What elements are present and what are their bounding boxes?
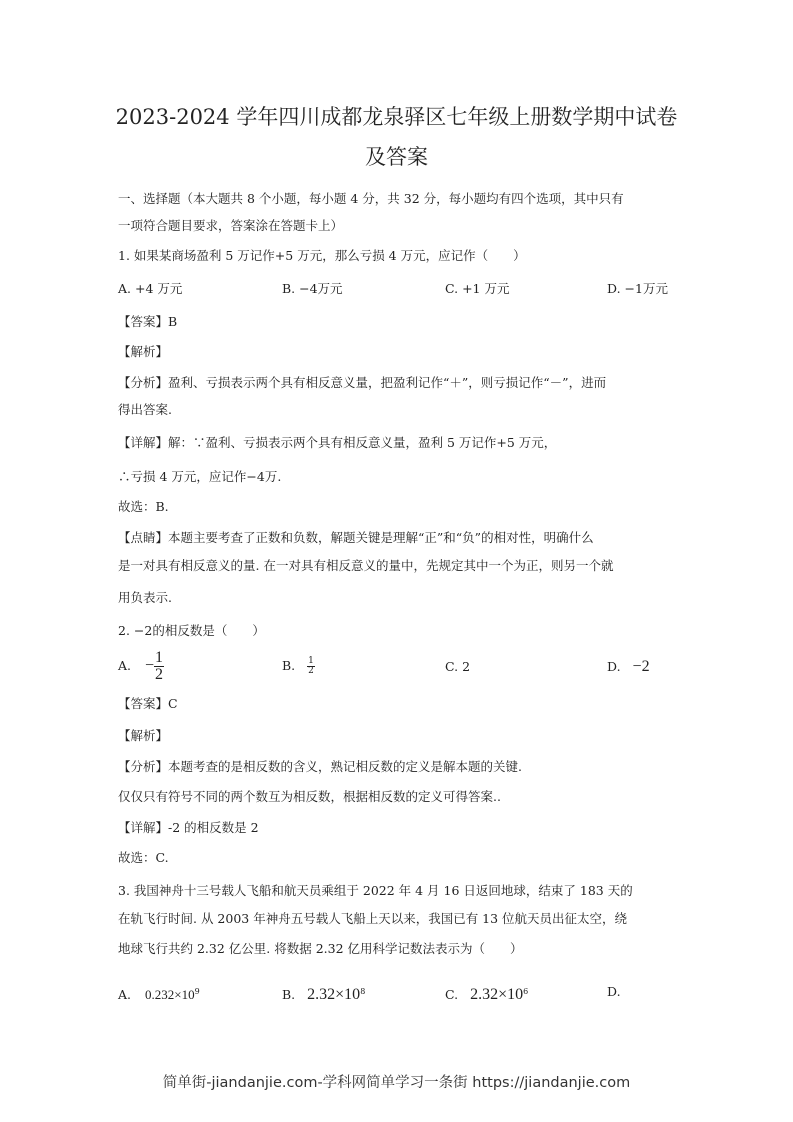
q3-b-label: B. [282,987,296,1003]
q1-detail-cont: ∴亏损 4 万元，应记作−4万. [118,469,282,484]
q3-option-c [445,984,528,1003]
q2-a-denominator: 2 [155,666,164,683]
q2-b-label: B. [282,658,296,673]
q3-option-b [282,984,365,1003]
q3-a-label: A. [118,987,132,1003]
footer-watermark: 简单街-jiandanjie.com-学科网简单学习一条街 https://jiandanjie.com [162,1075,631,1091]
q2-jiexi: 【解析】 [118,728,169,743]
q3-c-exponent: 6 [523,987,529,996]
q1-analysis-cont: 得出答案. [118,402,172,417]
q2-d-label: D. [607,659,621,674]
q1-answer: 【答案】B [118,314,178,329]
q2-a-numerator: 1 [155,649,164,666]
q1-comment-3: 用负表示. [118,590,172,605]
q1-stem: 1. 如果某商场盈利 5 万记作+5 万元，那么亏损 4 万元，应记作（ ） [118,248,526,263]
q3-option-a [118,984,200,1003]
q1-jiexi: 【解析】 [118,344,169,359]
q2-option-a [118,650,164,683]
q2-option-b [282,657,315,676]
q1-comment: 【点睛】本题主要考查了正数和负数，解题关键是理解“正”和“负”的相对性，明确什么 [118,530,594,545]
q1-choice: 故选：B. [118,499,169,514]
q1-option-d: D. −1万元 [607,281,668,296]
q3-stem-2: 在轨飞行时间. 从 2003 年神舟五号载人飞船上天以来，我国已有 13 位航天员出征太空，绕 [118,911,628,926]
q3-a-value: 0.232×10 [145,987,195,1003]
q1-comment-2: 是一对具有相反意义的量. 在一对具有相反意义的量中，先规定其中一个为正，则另一个就 [118,558,614,573]
q2-a-sign: − [145,657,155,674]
q1-detail: 【详解】解：∵盈利、亏损表示两个具有相反意义量，盈利 5 万记作+5 万元， [118,435,557,450]
q3-stem-3: 地球飞行共约 2.32 亿公里. 将数据 2.32 亿用科学记数法表示为（ ） [118,941,523,956]
q2-detail: 【详解】-2 的相反数是 2 [118,820,259,835]
q1-option-b: B. −4万元 [282,281,343,296]
q1-analysis: 【分析】盈利、亏损表示两个具有相反意义量，把盈利记作“＋”，则亏损记作“－”，进而 [118,375,607,390]
q2-analysis-cont: 仅仅只有符号不同的两个数互为相反数，根据相反数的定义可得答案.. [118,789,501,804]
q3-a-exponent: 9 [194,987,200,996]
q2-option-d [607,659,650,675]
q2-choice: 故选：C. [118,850,169,865]
doc-title-line1: 2023-2024 学年四川成都龙泉驿区七年级上册数学期中试卷 [115,105,678,129]
q2-stem: 2. −2的相反数是（ ） [118,623,265,638]
q2-answer: 【答案】C [118,696,178,711]
q2-analysis: 【分析】本题考查的是相反数的含义，熟记相反数的定义是解本题的关键. [118,759,522,774]
q3-c-value: 2.32×10 [470,986,524,1004]
q2-b-denominator: 2 [308,666,314,676]
q3-c-label: C. [445,987,459,1003]
section-heading: 一、选择题（本大题共 8 个小题，每小题 4 分，共 32 分，每小题均有四个选项，其中只有 [118,191,624,206]
q2-d-value: −2 [632,658,650,675]
q3-stem: 3. 我国神舟十三号载人飞船和航天员乘组于 2022 年 4 月 16 日返回地球，结束了 183 天的 [118,883,633,898]
q3-option-d: D. [607,984,621,999]
q2-a-label: A. [118,658,132,673]
q2-option-c: C. 2 [445,659,471,674]
q1-option-c: C. +1 万元 [445,281,510,296]
q3-b-exponent: 8 [360,987,366,996]
q3-b-value: 2.32×10 [307,986,361,1004]
doc-title-line2: 及答案 [365,145,428,169]
section-heading-cont: 一项符合题目要求，答案涂在答题卡上） [118,218,344,233]
q2-b-numerator: 1 [308,656,314,666]
q1-option-a: A. +4 万元 [118,281,183,296]
